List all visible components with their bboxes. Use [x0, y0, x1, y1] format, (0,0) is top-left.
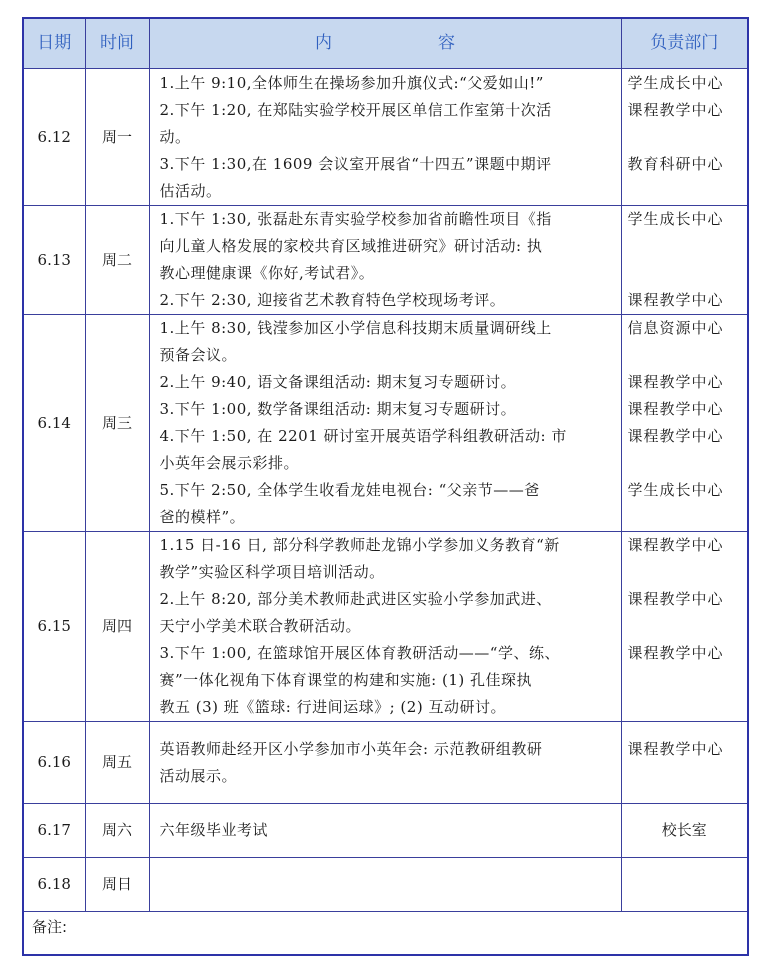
dept-line: 课程教学中心: [627, 291, 724, 309]
content-line: 赛”一体化视角下体育课堂的构建和实施: (1) 孔佳琛执: [159, 671, 533, 689]
row-weekday: 周五: [85, 722, 149, 804]
dept-line: 课程教学中心: [627, 644, 724, 662]
content-line: 天宁小学美术联合教研活动。: [159, 617, 362, 635]
dept-line: [628, 694, 748, 721]
header-row: [23, 18, 748, 69]
dept-line: [628, 124, 748, 151]
dept-line: 课程教学中心: [627, 400, 724, 418]
dept-line: 学生成长中心: [627, 481, 724, 499]
dept-line: [628, 559, 748, 586]
dept-line: [628, 342, 748, 369]
row-6-15: [23, 532, 748, 722]
content-line: 预备会议。: [159, 346, 238, 364]
row-6-16: [23, 722, 748, 804]
row-dept: [621, 206, 748, 315]
dept-line: 课程教学中心: [627, 100, 724, 119]
row-content: [149, 206, 621, 315]
note-label: 备注:: [23, 912, 748, 956]
content-line: 估活动。: [159, 181, 222, 200]
content-line: 2.上午 9:40, 语文备课组活动: 期末复习专题研讨。: [159, 373, 517, 391]
dept-line: 课程教学中心: [627, 427, 724, 445]
content-line: 小英年会展示彩排。: [159, 454, 300, 472]
row-dept: [621, 315, 748, 532]
content-line: 爸的模样”。: [159, 508, 246, 526]
dept-line: 学生成长中心: [627, 73, 724, 92]
row-date: 6.13: [23, 206, 85, 315]
content-line: 活动展示。: [159, 766, 238, 785]
row-content: [149, 69, 621, 206]
row-weekday: 周一: [85, 69, 149, 206]
content-line: 1.上午 8:30, 钱滢参加区小学信息科技期末质量调研线上: [159, 319, 552, 337]
content-line: 1.上午 9:10,全体师生在操场参加升旗仪式:“父爱如山!”: [159, 73, 544, 92]
content-line: 5.下午 2:50, 全体学生收看龙娃电视台: “父亲节——爸: [159, 481, 540, 499]
header-date: 日期: [23, 18, 85, 69]
row-date: 6.17: [23, 804, 85, 858]
row-content: [149, 532, 621, 722]
dept-line: 信息资源中心: [627, 319, 724, 337]
row-content: [149, 722, 621, 804]
content-line: 英语教师赴经开区小学参加市小英年会: 示范教研组教研: [159, 739, 543, 758]
dept-line: [628, 233, 748, 260]
row-dept: [621, 804, 748, 858]
dept-line: 学生成长中心: [627, 210, 724, 228]
row-dept: [621, 722, 748, 804]
row-weekday: 周四: [85, 532, 149, 722]
dept-line: 课程教学中心: [627, 373, 724, 391]
row-weekday: 周二: [85, 206, 149, 315]
row-6-17: [23, 804, 748, 858]
row-weekday: 周六: [85, 804, 149, 858]
row-6-18: [23, 858, 748, 912]
content-line: 1.15 日-16 日, 部分科学教师赴龙锦小学参加义务教育“新: [159, 536, 560, 554]
content-line: 教学”实验区科学项目培训活动。: [159, 563, 385, 581]
row-dept: [621, 532, 748, 722]
dept-line: 教育科研中心: [627, 154, 724, 173]
dept-line: 课程教学中心: [627, 590, 724, 608]
content-line: 3.下午 1:00, 在篮球馆开展区体育教研活动——“学、练、: [159, 644, 560, 662]
dept-line: [628, 178, 748, 205]
dept-line: [622, 871, 748, 898]
header-time: 时间: [85, 18, 149, 69]
row-date: 6.18: [23, 858, 85, 912]
content-line: 2.上午 8:20, 部分美术教师赴武进区实验小学参加武进、: [159, 590, 552, 608]
row-date: 6.16: [23, 722, 85, 804]
dept-line: [628, 763, 748, 790]
content-line: 2.下午 2:30, 迎接省艺术教育特色学校现场考评。: [159, 291, 506, 309]
header-dept: 负责部门: [621, 18, 748, 69]
weekly-schedule-table: [22, 17, 749, 956]
header-content: 内容: [149, 18, 621, 69]
dept-line: 课程教学中心: [627, 739, 724, 758]
content-line: 教五 (3) 班《篮球: 行进间运球》; (2) 互动研讨。: [159, 698, 506, 716]
row-dept: [621, 858, 748, 912]
row-content: [149, 315, 621, 532]
content-line: 向儿童人格发展的家校共育区域推进研究》研讨活动: 执: [159, 237, 543, 255]
row-date: 6.12: [23, 69, 85, 206]
row-weekday: 周三: [85, 315, 149, 532]
row-6-12: [23, 69, 748, 206]
row-6-14: [23, 315, 748, 532]
dept-line: [628, 260, 748, 287]
dept-line: [628, 613, 748, 640]
content-line: 4.下午 1:50, 在 2201 研讨室开展英语学科组教研活动: 市: [159, 427, 567, 445]
content-line: 1.下午 1:30, 张磊赴东青实验学校参加省前瞻性项目《指: [159, 210, 552, 228]
dept-line: [628, 667, 748, 694]
dept-line: 课程教学中心: [627, 536, 724, 554]
content-line: [160, 871, 615, 898]
row-dept: [621, 69, 748, 206]
dept-line: [628, 450, 748, 477]
content-line: 教心理健康课《你好,考试君》。: [159, 264, 375, 282]
content-line: 3.下午 1:30,在 1609 会议室开展省“十四五”课题中期评: [159, 154, 552, 173]
content-line: 动。: [159, 127, 191, 146]
row-content: [149, 858, 621, 912]
content-line: 六年级毕业考试: [159, 821, 269, 839]
content-line: 3.下午 1:00, 数学备课组活动: 期末复习专题研讨。: [159, 400, 517, 418]
dept-line: [628, 504, 748, 531]
row-6-13: [23, 206, 748, 315]
row-date: 6.14: [23, 315, 85, 532]
row-content: [149, 804, 621, 858]
content-line: 2.下午 1:20, 在郑陆实验学校开展区单信工作室第十次活: [159, 100, 552, 119]
row-date: 6.15: [23, 532, 85, 722]
dept-line: 校长室: [661, 821, 707, 839]
row-weekday: 周日: [85, 858, 149, 912]
note-row: [23, 912, 748, 956]
